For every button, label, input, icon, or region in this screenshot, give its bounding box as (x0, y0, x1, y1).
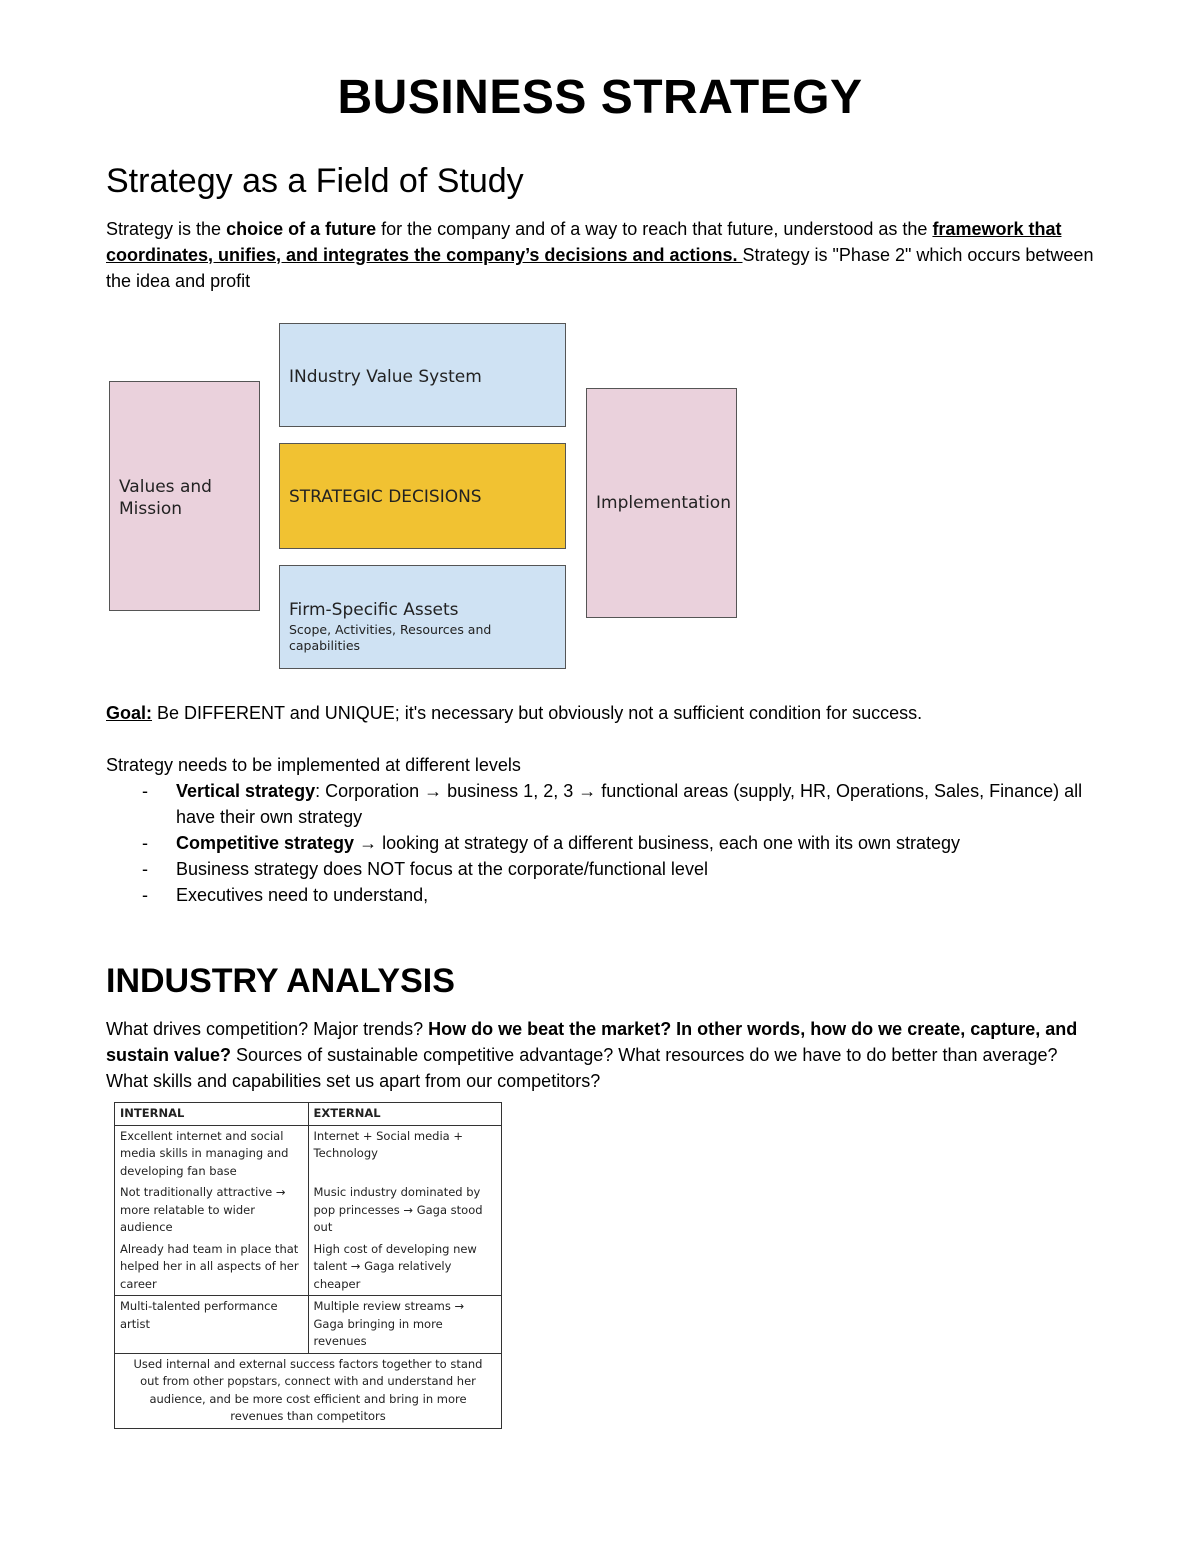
document-title: BUSINESS STRATEGY (337, 71, 863, 124)
table-cell: Already had team in place that helped her in all aspects of her career (115, 1239, 309, 1296)
section-heading-industry-analysis: INDUSTRY ANALYSIS (106, 962, 455, 1000)
bullet-text: Business strategy does NOT focus at the corporate/functional level (176, 859, 708, 879)
values-mission-box (109, 381, 260, 611)
bullet-dash: - (142, 885, 148, 905)
firm-specific-assets-sublabel: Scope, Activities, Resources and capabilities (289, 622, 492, 653)
intro-text: Strategy is the (106, 219, 227, 239)
question-text: Sources of sustainable competitive advantage? What resources do we have to do better than average? What skills and capabilities set us apart from our competitors? (106, 1045, 1058, 1091)
question-bold-text: How do we beat the market? In other words, how do we create, capture, and sustain value? (106, 1019, 1078, 1065)
table-cell: Excellent internet and social media skills in managing and developing fan base (115, 1125, 309, 1182)
bullet-dash: - (142, 833, 148, 853)
column-header-external: EXTERNAL (308, 1103, 502, 1126)
intro-underlined-framework: framework that coordinates, unifies, and integrates the company’s decisions and actions. (106, 219, 1062, 265)
table-cell: Multi-talented performance artist (115, 1296, 309, 1354)
intro-bold-choice: choice of a future (226, 219, 377, 239)
implementation-box (586, 388, 737, 618)
levels-bullet-list (106, 778, 1096, 908)
firm-specific-assets-label: Firm-Specific Assets (289, 600, 459, 620)
list-item (106, 882, 1096, 908)
column-header-internal: INTERNAL (115, 1103, 309, 1126)
table-cell: Multiple review streams → Gaga bringing in more revenues (308, 1296, 502, 1354)
intro-paragraph (106, 216, 1096, 294)
table-cell: Not traditionally attractive → more relatable to wider audience (115, 1182, 309, 1239)
table-row (115, 1239, 502, 1296)
strategic-decisions-box (279, 443, 566, 549)
implementation-label: Implementation (596, 493, 731, 513)
table-row (115, 1125, 502, 1182)
list-item (106, 856, 1096, 882)
intro-text: for the company and of a way to reach that future, understood as the (376, 219, 933, 239)
bullet-text: Executives need to understand, (176, 885, 429, 905)
table-row (115, 1296, 502, 1354)
strategic-decisions-label: STRATEGIC DECISIONS (289, 487, 482, 507)
bullet-text: → looking at strategy of a different business, each one with its own strategy (354, 833, 961, 853)
intro-text: Strategy is "Phase 2" which occurs between the idea and profit (106, 245, 1094, 291)
table-row (115, 1182, 502, 1239)
list-item (106, 830, 1096, 856)
section-heading-strategy: Strategy as a Field of Study (106, 162, 524, 200)
bullet-bold-term: Competitive strategy (176, 833, 355, 853)
table-summary-cell: Used internal and external success factors together to stand out from other popstars, connect with and understand her audience, and be more cost efficient and bring in more revenues than competitors (115, 1353, 502, 1428)
industry-value-system-box (279, 323, 566, 427)
list-item (106, 778, 1096, 830)
bullet-dash: - (142, 859, 148, 879)
industry-questions-paragraph (106, 1016, 1096, 1094)
firm-specific-assets-box (279, 565, 566, 669)
industry-value-system-label: INdustry Value System (289, 367, 482, 387)
levels-intro: Strategy needs to be implemented at different levels (106, 755, 521, 775)
bullet-dash: - (142, 781, 148, 801)
table-cell: Internet + Social media + Technology (308, 1125, 502, 1182)
bullet-text: : Corporation → business 1, 2, 3 → functional areas (supply, HR, Operations, Sales, Finance) all have their own strategy (176, 781, 1083, 827)
goal-label: Goal: (106, 703, 153, 723)
internal-external-table (114, 1102, 502, 1429)
goal-text: Be DIFFERENT and UNIQUE; it's necessary but obviously not a sufficient condition for success. (152, 703, 923, 723)
bullet-bold-term: Vertical strategy (176, 781, 316, 801)
values-mission-label: Values and Mission (119, 477, 212, 519)
table-header-row (115, 1103, 502, 1126)
goal-paragraph (106, 700, 1096, 726)
table-cell: High cost of developing new talent → Gaga relatively cheaper (308, 1239, 502, 1296)
table-summary-row (115, 1353, 502, 1428)
table-cell: Music industry dominated by pop princesses → Gaga stood out (308, 1182, 502, 1239)
question-text: What drives competition? Major trends? (106, 1019, 429, 1039)
